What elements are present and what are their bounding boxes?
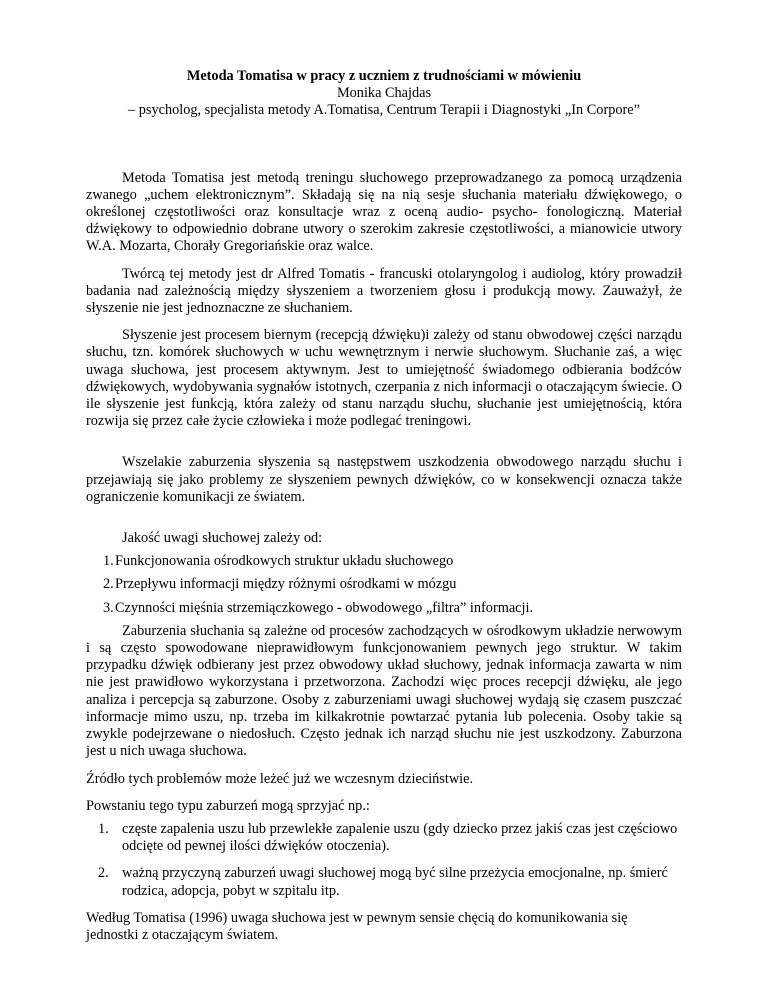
paragraph-hearing: Słyszenie jest procesem biernym (recepcją dźwięku)i zależy od stanu obwodowej części narządu słuchu, tzn. komórek słuchowych w uchu wewnętrznym i nerwie słuchowym. Słuchanie zaś, a więc uwaga słuchowa, jest procesem aktywnym. Jest to umiejętność świadomego odbierania bodźców dźwiękowych, wydobywania sygnałów istotnych, czerpania z nich informacji o otaczającym świecie. O ile słyszenie jest funkcją, która zależy od stanu narządu słuchu, słuchanie jest umiejętnością, która rozwija się przez całe życie człowieka i może podlegać treningowi. bbox=[86, 327, 682, 430]
list-item-text: Funkcjonowania ośrodkowych struktur układu słuchowego bbox=[115, 553, 454, 570]
document-title: Metoda Tomatisa w pracy z uczniem z trudnościami w mówieniu bbox=[186, 68, 582, 84]
list-item bbox=[86, 600, 682, 617]
list-item bbox=[86, 821, 682, 855]
paragraph-intro: Metoda Tomatisa jest metodą treningu słuchowego przeprowadzanego za pomocą urządzenia zwanego „uchem elektronicznym”. Składają się na nią sesje słuchania materiału dźwiękowego, o określonej częstotliwości oraz konsultacje wraz z oceną audio- psycho- fonologiczną. Materiał dźwiękowy to odpowiednio dobrane utwory o szerokim zakresie częstotliwości, a mianowicie utwory W.A. Mozarta, Chorały Gregoriańskie oraz walce. bbox=[86, 169, 682, 255]
list-item-text: ważną przyczyną zaburzeń uwagi słuchowej mogą być silne przeżycia emocjonalne, np. śmierć rodzica, adopcja, pobyt w szpitalu itp. bbox=[122, 865, 668, 899]
paragraph-source: Źródło tych problemów może leżeć już we wczesnym dzieciństwie. bbox=[86, 770, 474, 787]
list-item bbox=[86, 553, 682, 570]
list-item bbox=[86, 576, 682, 593]
paragraph-conclusion: Według Tomatisa (1996) uwaga słuchowa jest w pewnym sensie chęcią do komunikowania się jednostki z otaczającym światem. bbox=[86, 909, 628, 943]
list-item bbox=[86, 865, 682, 899]
causes-list bbox=[86, 821, 682, 900]
list-item-number: 1. bbox=[98, 820, 109, 837]
author-affiliation: – psycholog, specjalista metody A.Tomatisa, Centrum Terapii i Diagnostyki „In Corpore” bbox=[128, 102, 640, 119]
author-name: Monika Chajdas bbox=[336, 85, 432, 102]
list-item-number: 2. bbox=[98, 865, 109, 882]
paragraph-creator: Twórcą tej metody jest dr Alfred Tomatis - francuski otolaryngolog i audiolog, który prowadził badania nad zależnością między słyszeniem a tworzeniem głosu i produkcją mowy. Zauważył, że słyszenie nie jest jednoznaczne ze słuchaniem. bbox=[86, 265, 682, 317]
list-item-text: Przepływu informacji między różnymi ośrodkami w mózgu bbox=[115, 576, 457, 593]
paragraph-listening-disorders: Zaburzenia słuchania są zależne od procesów zachodzących w ośrodkowym układzie nerwowym i są często spowodowane nieprawidłowym funkcjonowaniem pewnych jego struktur. W takim przypadku dźwięk odbierany jest przez obwodowy układ słuchowy, jednak informacja zawarta w nim nie jest prawidłowo wykorzystana i przetworzona. Zachodzi więc proces recepcji dźwięku, ale jego analiza i percepcja są zaburzone. Osoby z zaburzeniami uwagi słuchowej wydają się czasem puszczać informacje mimo uszu, np. trzeba im kilkakrotnie powtarzać pytania lub polecenia. Osoby takie są zwykle podejrzewane o niedosłuch. Często jednak ich narząd słuchu nie jest uszkodzony. Zaburzona jest u nich uwaga słuchowa. bbox=[86, 622, 682, 760]
list-item-number: 3. bbox=[103, 599, 114, 616]
paragraph-causes-intro: Powstaniu tego typu zaburzeń mogą sprzyjać np.: bbox=[86, 797, 370, 814]
list-item-text: Czynności mięśnia strzemiączkowego - obwodowego „filtra” informacji. bbox=[115, 599, 534, 616]
list-item-text: częste zapalenia uszu lub przewlekłe zapalenie uszu (gdy dziecko przez jakiś czas jest częściowo odcięte od pewnej ilości dźwięków otoczenia). bbox=[122, 820, 678, 855]
list-item-number: 2. bbox=[103, 576, 114, 593]
paragraph-quality-intro: Jakość uwagi słuchowej zależy od: bbox=[122, 530, 323, 547]
quality-factors-list bbox=[86, 553, 682, 617]
paragraph-disorders: Wszelakie zaburzenia słyszenia są następstwem uszkodzenia obwodowego narządu słuchu i przejawiają się jako problemy ze słyszeniem pewnych dźwięków, co w konsekwencji oznacza także ograniczenie komunikacji ze światem. bbox=[86, 454, 682, 505]
list-item-number: 1. bbox=[103, 553, 114, 570]
